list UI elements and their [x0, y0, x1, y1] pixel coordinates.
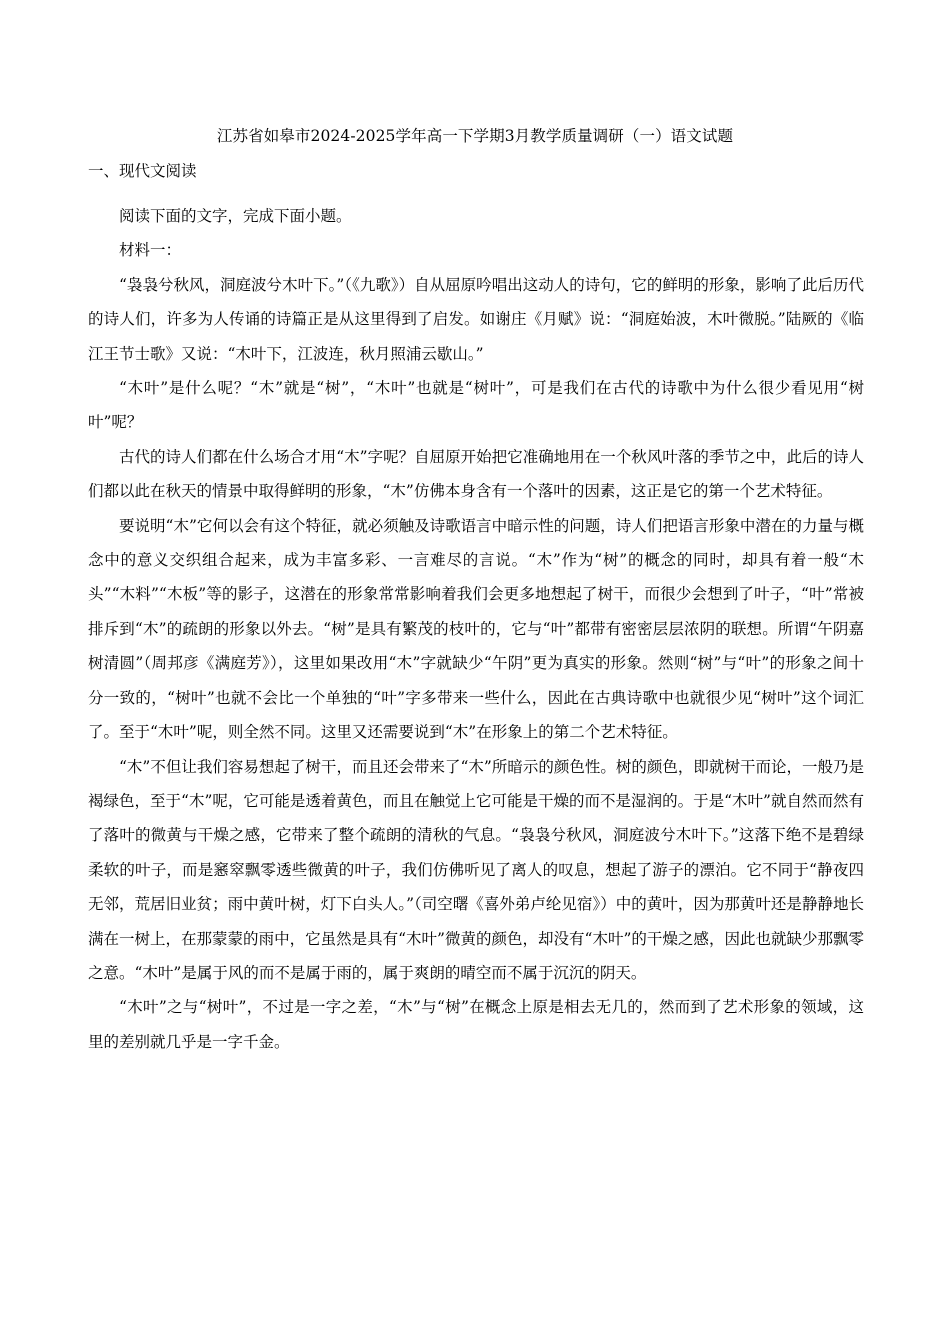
paragraph: “木”不但让我们容易想起了树干，而且还会带来了“木”所暗示的颜色性。树的颜色，即就树干而论，一般乃是褐绿色，至于“木”呢，它可能是透着黄色，而且在触觉上它可能是干燥的而不是湿润的。于是“木叶”就自然而然有了落叶的微黄与干燥之感，它带来了整个疏朗的清秋的气息。“袅袅兮秋风，洞庭波兮木叶下。”这落下绝不是碧绿柔软的叶子，而是窸窣飘零透些微黄的叶子，我们仿佛听见了离人的叹息，想起了游子的漂泊。它不同于“静夜四无邻，荒居旧业贫；雨中黄叶树，灯下白头人。”（司空曙《喜外弟卢纶见宿》）中的黄叶，因为那黄叶还是静静地长满在一树上，在那蒙蒙的雨中，它虽然是具有“木叶”微黄的颜色，却没有“木叶”的干燥之感，因此也就缺少那飘零之意。“木叶”是属于风的而不是属于雨的，属于爽朗的晴空而不属于沉沉的阴天。: [88, 757, 864, 982]
document-title: 江苏省如皋市2024-2025学年高一下学期3月教学质量调研（一）语文试题: [216, 127, 734, 145]
paragraph: “木叶”之与“树叶”，不过是一字之差，“木”与“树”在概念上原是相去无几的，然而到了艺术形象的领域，这里的差别就几乎是一字千金。: [88, 998, 864, 1051]
paragraph: “袅袅兮秋风，洞庭波兮木叶下。”（《九歌》）自从屈原吟唱出这动人的诗句，它的鲜明的形象，影响了此后历代的诗人们，许多为人传诵的诗篇正是从这里得到了启发。如谢庄《月赋》说：“洞庭始波，木叶微脱。”陆厥的《临江王节士歌》又说：“木叶下，江波连，秋月照浦云歇山。”: [88, 275, 864, 363]
document-body: [88, 199, 864, 1059]
material-label: 材料一：: [119, 241, 182, 260]
paragraph: “木叶”是什么呢？“木”就是“树”，“木叶”也就是“树叶”，可是我们在古代的诗歌中为什么很少看见用“树叶”呢？: [88, 379, 864, 432]
paragraph: 要说明“木”它何以会有这个特征，就必须触及诗歌语言中暗示性的问题，诗人们把语言形象中潜在的力量与概念中的意义交织组合起来，成为丰富多彩、一言难尽的言说。“木”作为“树”的概念的同时，却具有着一般“木头”“木料”“木板”等的影子，这潜在的形象常常影响着我们会更多地想起了树干，而很少会想到了叶子，“叶”常被排斥到“木”的疏朗的形象以外去。“树”是具有繁茂的枝叶的，它与“叶”都带有密密层层浓阴的联想。所谓“午阴嘉树清圆”（周邦彦《满庭芳》），这里如果改用“木”字就缺少“午阴”更为真实的形象。然则“树”与“叶”的形象之间十分一致的，“树叶”也就不会比一个单独的“叶”字多带来一些什么，因此在古典诗歌中也就很少见“树叶”这个词汇了。至于“木叶”呢，则全然不同。这里又还需要说到“木”在形象上的第二个艺术特征。: [88, 516, 864, 742]
paragraph: 古代的诗人们都在什么场合才用“木”字呢？自屈原开始把它准确地用在一个秋风叶落的季节之中，此后的诗人们都以此在秋天的情景中取得鲜明的形象，“木”仿佛本身含有一个落叶的因素，这正是它的第一个艺术特征。: [88, 447, 864, 501]
section-heading: 一、现代文阅读: [88, 162, 197, 180]
instruction-text: 阅读下面的文字，完成下面小题。: [119, 207, 352, 225]
